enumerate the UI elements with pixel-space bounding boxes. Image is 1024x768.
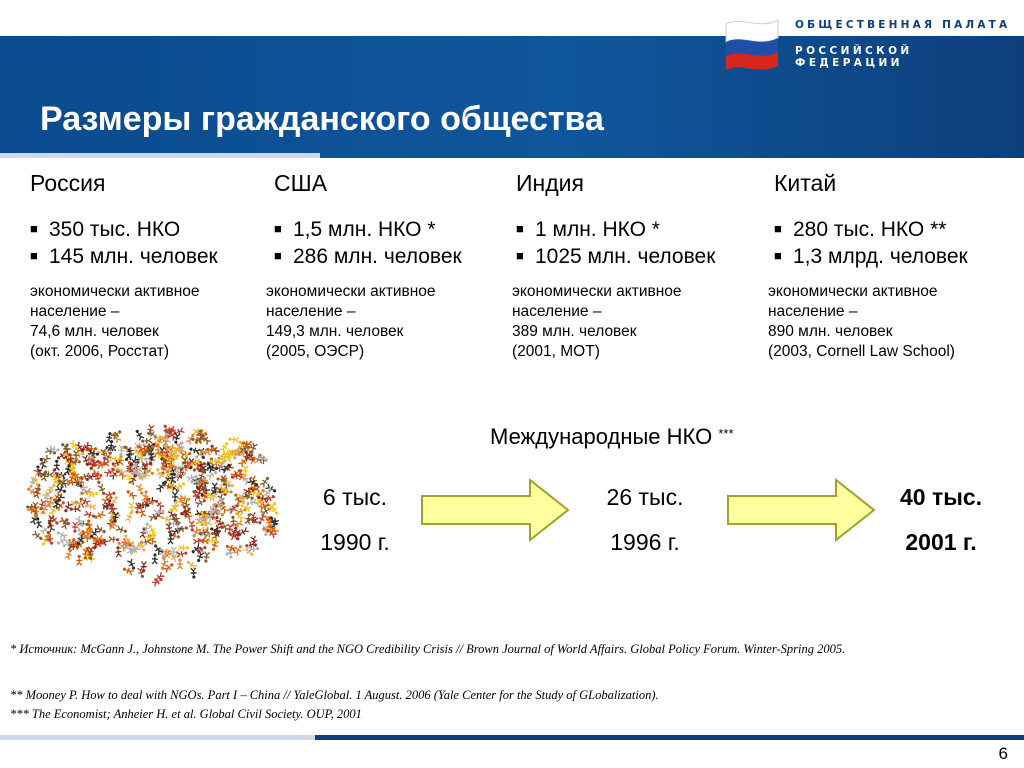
person-figure-icon (177, 525, 189, 534)
international-ngo-heading: Международные НКО *** (490, 424, 734, 449)
square-bullet-icon: ■ (774, 248, 782, 263)
person-figure-icon (176, 550, 187, 558)
footnote-source-1: * Источник: McGann J., Johnstone M. The Power Shift and the NGO Credibility Crisis // Brown Journal of World Affairs. Global Policy Forum. Winter-Spring 2005. (10, 642, 846, 656)
square-bullet-icon: ■ (516, 248, 524, 263)
person-figure-icon (219, 441, 230, 453)
russian-flag-logo (722, 16, 782, 72)
person-figure-icon (246, 498, 258, 507)
person-figure-icon (177, 559, 183, 570)
country-column-russia (30, 170, 218, 360)
ngo-count-1990: 6 тыс. (322, 484, 388, 510)
country-name: Россия (30, 170, 106, 196)
active-population-note: экономически активное население – 149,3 млн. человек (2005, ОЭСР) (266, 283, 436, 360)
logo-text-federation: РОССИЙСКОЙ ФЕДЕРАЦИИ (795, 45, 913, 69)
growth-arrow-icon (726, 478, 878, 542)
person-figure-icon (118, 445, 125, 456)
country-name: Китай (774, 170, 837, 196)
country-column-china (768, 170, 968, 360)
person-figure-icon (70, 506, 81, 512)
person-figure-icon (153, 498, 164, 510)
active-population-note: экономически активное население – 74,6 млн. человек (окт. 2006, Росстат) (30, 283, 200, 360)
person-figure-icon (84, 510, 96, 519)
list-item: ■ 286 млн. человек (274, 245, 462, 268)
person-figure-icon (125, 489, 137, 500)
person-figure-icon (195, 551, 204, 563)
person-figure-icon (122, 566, 134, 576)
person-figure-icon (47, 515, 54, 526)
country-name: Индия (516, 170, 584, 196)
country-stats (516, 216, 715, 270)
person-figure-icon (141, 561, 147, 572)
country-column-usa (266, 170, 462, 360)
page-number: 6 (998, 744, 1008, 763)
person-figure-icon (76, 555, 82, 566)
list-item: ■ 1025 млн. человек (516, 245, 716, 268)
person-figure-icon (141, 437, 152, 444)
country-stats (30, 216, 218, 270)
list-item: ■ 1,5 млн. НКО * (274, 218, 436, 241)
country-column-india (512, 170, 716, 360)
person-figure-icon (128, 502, 135, 513)
person-figure-icon (147, 524, 157, 536)
person-figure-icon (142, 522, 150, 533)
active-population-note: экономически активное население – 890 млн. человек (2003, Cornell Law School) (768, 283, 955, 360)
person-figure-icon (171, 526, 183, 536)
list-item: ■ 280 тыс. НКО ** (774, 218, 947, 241)
person-figure-icon (72, 522, 79, 533)
person-figure-icon (134, 428, 145, 440)
square-bullet-icon: ■ (516, 221, 524, 236)
square-bullet-icon: ■ (30, 221, 38, 236)
person-figure-icon (64, 548, 74, 560)
person-figure-icon (256, 513, 266, 525)
person-figure-icon (152, 553, 158, 564)
ngo-count-1996: 26 тыс. (606, 484, 684, 510)
year-1990: 1990 г. (320, 529, 390, 555)
list-item: ■ 1 млн. НКО * (516, 218, 660, 241)
person-figure-icon (56, 530, 68, 540)
banner-accent-strip (0, 153, 320, 158)
person-figure-icon (137, 567, 146, 579)
footnote-source-2: ** Mooney P. How to deal with NGOs. Part I – China // YaleGlobal. 1 August. 2006 (Yale Center for the Study of GLobalization). (10, 688, 659, 702)
person-figure-icon (168, 501, 180, 513)
person-figure-icon (136, 484, 145, 496)
person-figure-icon (118, 455, 124, 466)
person-figure-icon (248, 545, 259, 552)
person-figure-icon (178, 545, 189, 551)
country-name: США (274, 170, 328, 196)
person-figure-icon (228, 436, 239, 443)
person-figure-icon (32, 530, 44, 541)
bottom-divider-accent (0, 735, 315, 740)
country-stats (274, 216, 462, 270)
growth-arrow-icon (420, 478, 572, 542)
list-item: ■ 1,3 млрд. человек (774, 245, 968, 268)
footnote-source-3: *** The Economist; Anheier H. et al. Global Civil Society. OUP, 2001 (10, 707, 362, 721)
person-figure-icon (257, 454, 269, 463)
square-bullet-icon: ■ (774, 221, 782, 236)
person-figure-icon (85, 503, 96, 510)
year-1996: 1996 г. (610, 529, 680, 555)
square-bullet-icon: ■ (274, 248, 282, 263)
person-figure-icon (165, 523, 173, 534)
crowd-illustration (22, 424, 284, 608)
person-figure-icon (56, 536, 68, 546)
year-2001: 2001 г. (905, 529, 977, 555)
list-item: ■ 350 тыс. НКО (30, 218, 181, 241)
person-figure-icon (93, 511, 105, 521)
person-figure-icon (186, 432, 197, 444)
square-bullet-icon: ■ (274, 221, 282, 236)
person-figure-icon (170, 515, 182, 527)
slide-title: Размеры гражданского общества (40, 100, 604, 138)
person-figure-icon (195, 497, 207, 507)
square-bullet-icon: ■ (30, 248, 38, 263)
active-population-note: экономически активное население – 389 млн. человек (2001, МОТ) (512, 283, 682, 360)
person-figure-icon (189, 521, 196, 532)
list-item: ■ 145 млн. человек (30, 245, 218, 268)
person-figure-icon (97, 449, 108, 456)
person-figure-icon (116, 525, 128, 534)
person-figure-icon (108, 536, 119, 543)
ngo-count-2001: 40 тыс. (899, 484, 983, 510)
person-figure-icon (35, 516, 43, 528)
logo-text-chamber: ОБЩЕСТВЕННАЯ ПАЛАТА (795, 19, 1011, 31)
person-figure-icon (95, 525, 107, 535)
country-stats (774, 216, 968, 270)
